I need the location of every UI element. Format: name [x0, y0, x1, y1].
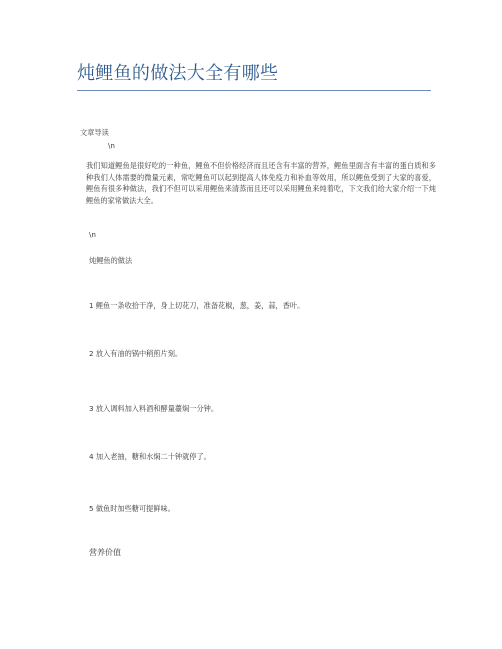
newline-marker-2: \n	[89, 230, 96, 239]
step-item-3: 3 放入调料加入料酒和酵量薹焖一分钟。	[89, 404, 219, 413]
guide-label: 文章导读	[80, 128, 109, 137]
step-item-2: 2 放入有油的锅中稍煎片刻。	[89, 349, 183, 358]
newline-marker-1: \n	[108, 141, 115, 150]
method-heading: 炖鲤鱼的做法	[89, 256, 133, 265]
nutrition-heading: 营养价值	[89, 548, 121, 557]
intro-paragraph: 我们知道鲤鱼是很好吃的一种鱼，鲤鱼不但价格经济而且还含有丰富的营养，鲤鱼里面含有丰富的蛋白质和多种我们人体需要的微量元素，常吃鲤鱼可以起到提高人体免疫力和补血等效用，所以鲤鱼受到了大家的喜爱，鲤鱼有很多种做法，我们不但可以采用鲤鱼来清蒸而且还可以采用鲤鱼来炖着吃，下文我们给大家介绍一下炖鲤鱼的家常做法大全。	[86, 161, 436, 206]
page-title: 炖鲤鱼的做法大全有哪些	[77, 63, 279, 84]
step-item-4: 4 加入老抽，糖和水焖二十钟就停了。	[89, 452, 211, 461]
step-item-1: 1 鲤鱼一条收拾干净，身上切花刀，准备花椒，葱，姜，蒜，香叶。	[89, 301, 305, 310]
step-item-5: 5 做鱼时加些糖可提鲜味。	[89, 504, 175, 513]
title-underline	[77, 90, 431, 91]
